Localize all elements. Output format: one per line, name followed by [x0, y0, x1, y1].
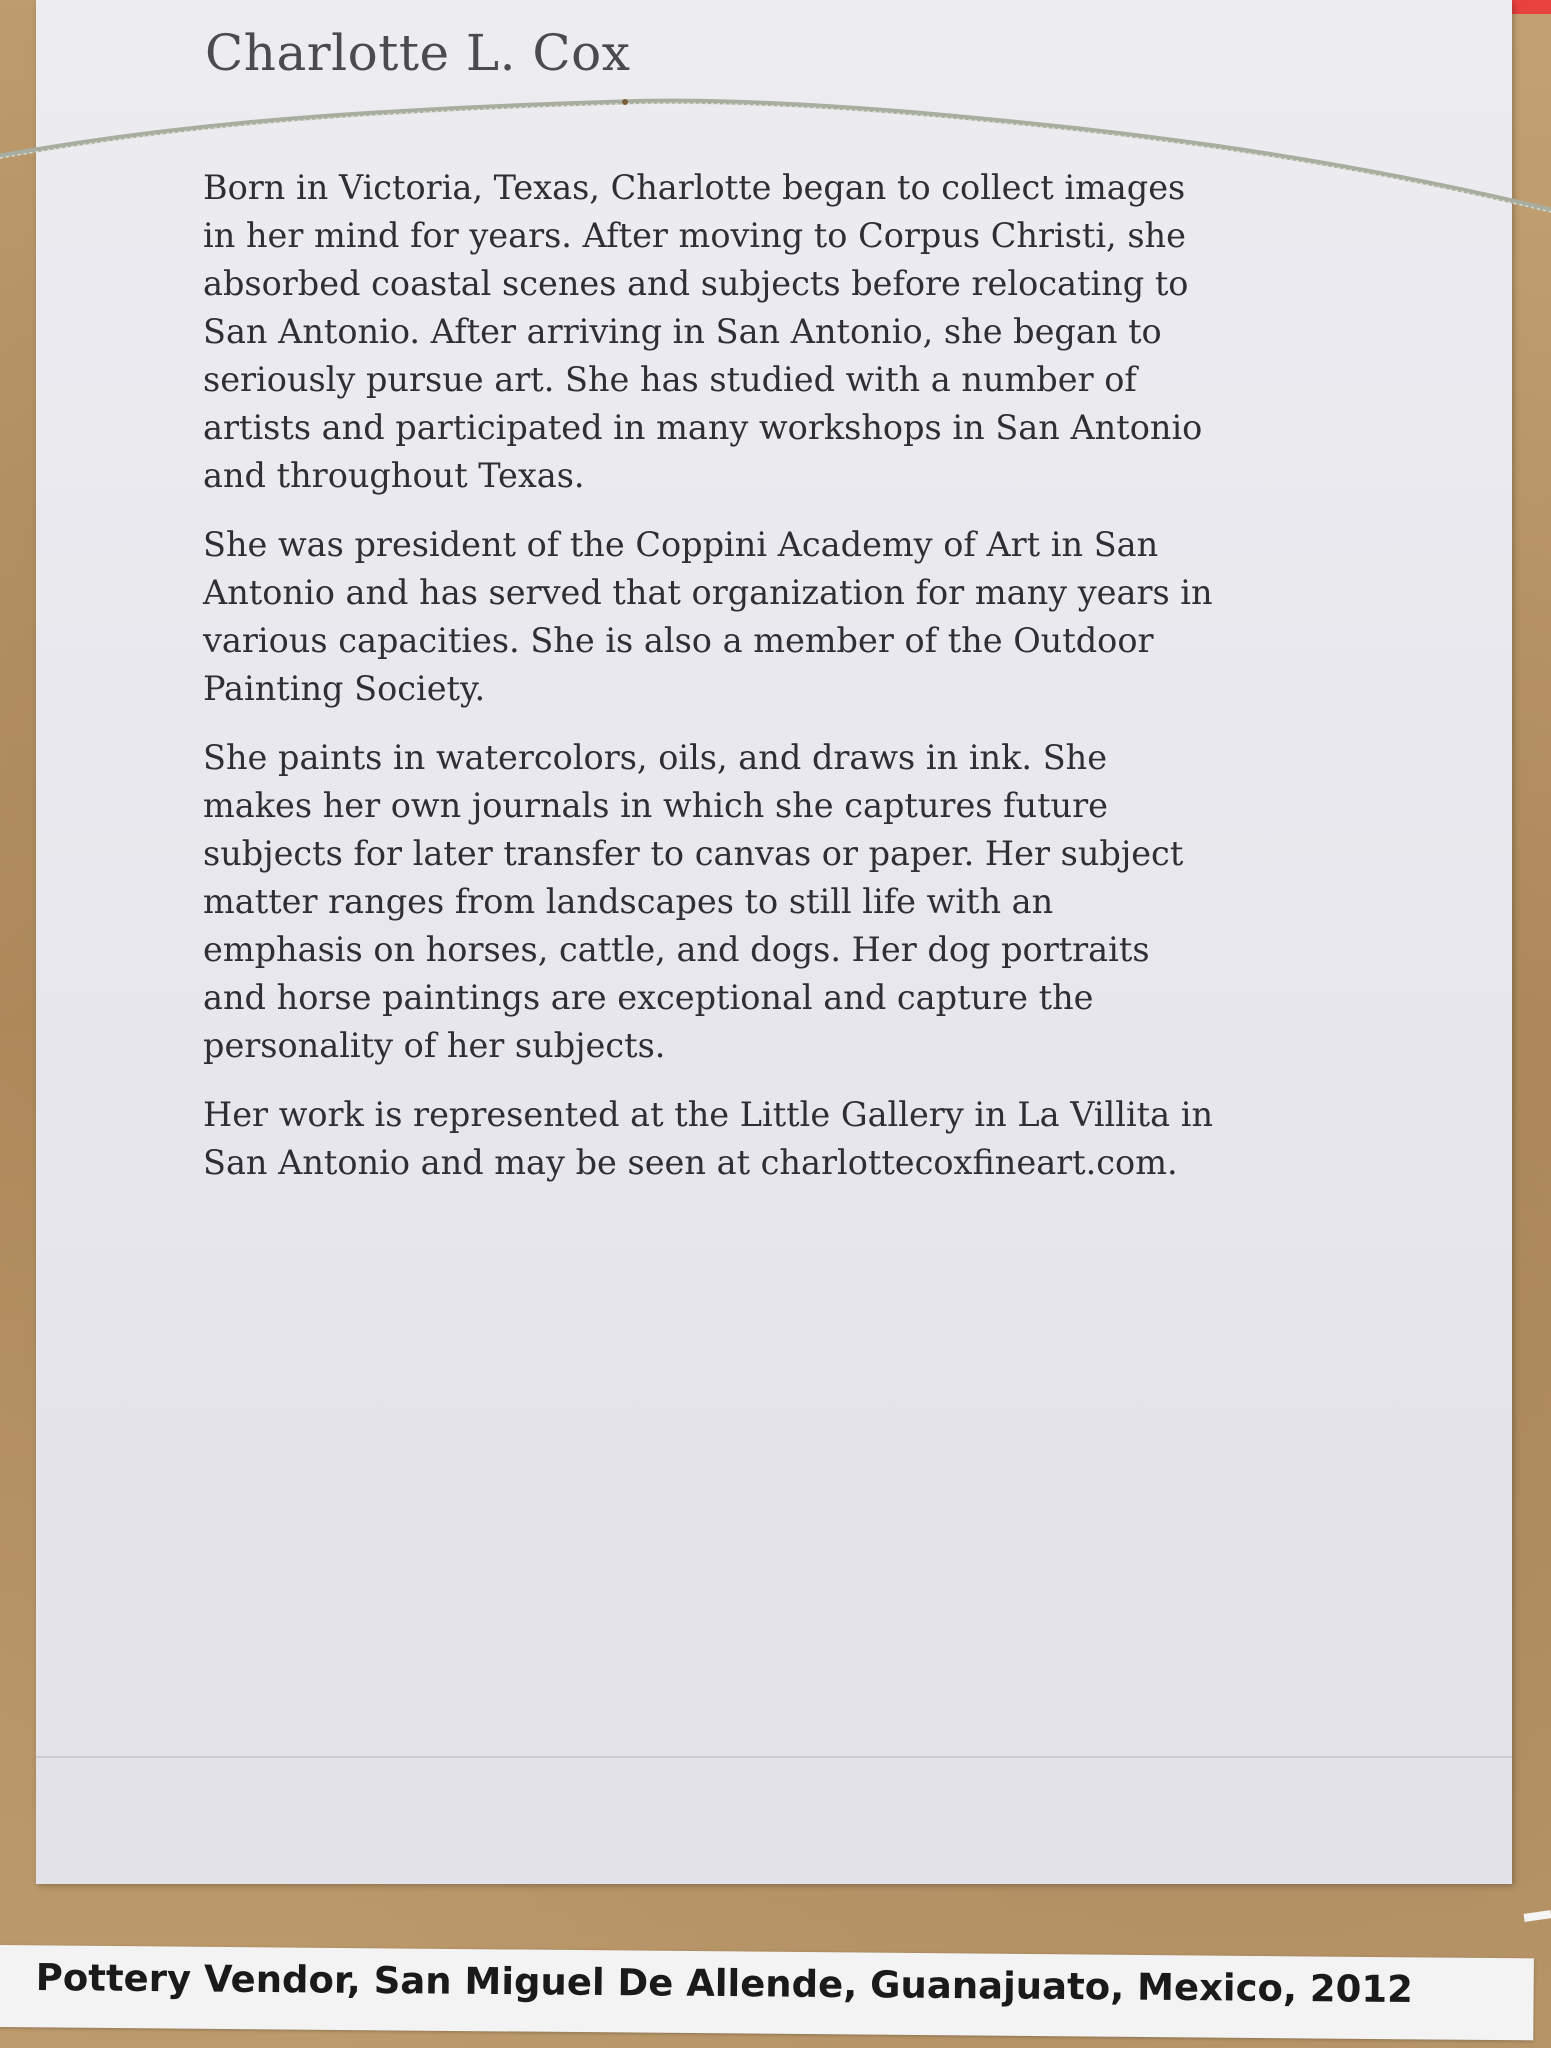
- bio-paragraph-4: Her work is represented at the Little Gallery in La Villita in San Antonio and may be seen at charlottecoxfineart.com.: [203, 1095, 1214, 1182]
- artist-bio: [203, 164, 1343, 1208]
- bio-paragraph-3: She paints in watercolors, oils, and draws in ink. She makes her own journals in which she captures future subjects for later transfer to canvas or paper. Her subject matter ranges from landscapes to still life with an emphasis on horses, cattle, and dogs. Her dog portraits and horse paintings are exceptional and capture the personality of her subjects.: [203, 738, 1184, 1065]
- artist-name-title: Charlotte L. Cox: [205, 24, 631, 82]
- paper-crease: [36, 1756, 1512, 1758]
- clip-fragment: [1524, 1910, 1551, 1922]
- bio-paragraph-1: Born in Victoria, Texas, Charlotte began to collect images in her mind for years. After moving to Corpus Christi, she absorbed coastal scenes and subjects before relocating to San Antonio. After arriving in San Antonio, she began to seriously pursue art. She has studied with a number of artists and participated in many workshops in San Antonio and throughout Texas.: [203, 168, 1203, 495]
- bio-paragraph-2: She was president of the Coppini Academy of Art in San Antonio and has served that organization for many years in various capacities. She is also a member of the Outdoor Painting Society.: [203, 525, 1213, 708]
- artwork-caption: Pottery Vendor, San Miguel De Allende, Guanajuato, Mexico, 2012: [35, 1955, 1414, 2012]
- hanging-wire: [0, 80, 1551, 220]
